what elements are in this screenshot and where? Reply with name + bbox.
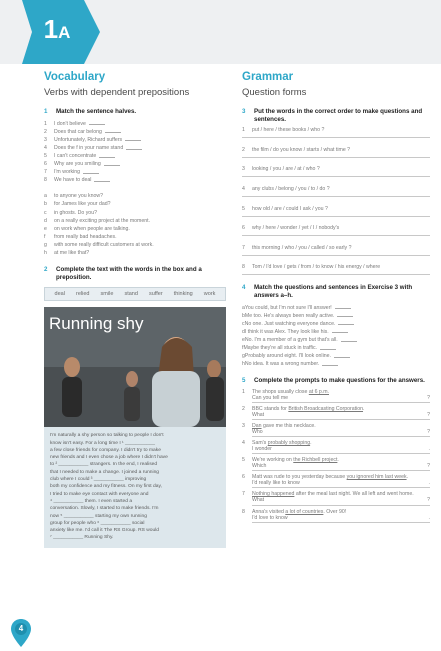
- item-number: 2: [242, 146, 245, 153]
- item-text: the film / do you know / starts / what time ?: [252, 146, 351, 153]
- list-item: [44, 144, 226, 152]
- exercise-2-instruction: Complete the text with the words in the box and a preposition.: [56, 266, 202, 281]
- prompt-post: .: [406, 474, 409, 481]
- list-item: [242, 423, 430, 437]
- article-line: group for people who ⁶ ___________ social: [50, 520, 145, 526]
- item-number: 4: [44, 144, 47, 151]
- list-item: [242, 320, 430, 328]
- list-item: [44, 200, 226, 208]
- exercise-3-header: [242, 108, 430, 123]
- article-line: new friends and I even chose a job where I didn't have: [50, 455, 168, 461]
- grammar-column: [242, 70, 430, 526]
- answer-text: Maybe they're all stuck in traffic.: [243, 345, 318, 351]
- list-item: [242, 206, 430, 217]
- answer-line: [252, 499, 430, 506]
- article-text: [44, 427, 226, 547]
- vocabulary-column: [44, 70, 226, 548]
- prompt-row: [242, 457, 430, 464]
- vocabulary-title: Vocabulary: [44, 71, 106, 83]
- answer-letter: f: [242, 345, 244, 351]
- answer-starter: What: [252, 497, 265, 504]
- unit-badge: [22, 0, 102, 64]
- word-box-word: deal: [54, 291, 65, 298]
- item-number: 1: [44, 120, 47, 127]
- prompt-pre: We're working on: [252, 457, 294, 464]
- answer-starter: Which: [252, 463, 267, 470]
- word-box-word: thinking: [173, 291, 193, 298]
- item-number: 4: [242, 440, 245, 447]
- exercise-1-options: [44, 192, 226, 257]
- answer-line: [252, 430, 430, 437]
- exercise-1-instruction: Match the sentence halves.: [56, 108, 137, 115]
- prompt-post: . Over 90!: [323, 508, 347, 515]
- article-line: ⁴ ___________ them. I even started a: [50, 498, 133, 504]
- list-item: [242, 186, 430, 197]
- list-item: [242, 166, 430, 177]
- list-item: [242, 509, 430, 523]
- option-letter: f: [44, 233, 46, 240]
- option-text: in ghosts. Do you?: [54, 209, 97, 216]
- answer-letter: c: [242, 320, 245, 327]
- list-item: [242, 328, 430, 336]
- answer-line: [252, 447, 430, 454]
- list-item: [242, 440, 430, 454]
- list-item: [242, 360, 430, 368]
- answer-end: ?: [427, 497, 430, 504]
- answer-end: ?: [427, 463, 430, 470]
- exercise-2-number: 2: [44, 266, 48, 274]
- answer-text: You could, but I'm not sure I'll answer!: [244, 304, 332, 311]
- answer-letter: g: [242, 353, 245, 360]
- answer-blank: [99, 154, 115, 158]
- exercise-1-items: [44, 120, 226, 185]
- answer-text: No idea. It was a wrong number.: [244, 361, 320, 368]
- unit-label: [22, 14, 92, 45]
- item-number: 3: [44, 136, 47, 143]
- option-letter: b: [44, 201, 47, 208]
- exercise-4-number: 4: [242, 284, 246, 292]
- article-line: conversation. Slowly, I started to make friends. I'm: [50, 506, 159, 512]
- item-number: 5: [242, 457, 245, 464]
- item-text: why / here / wonder / yet / I / nobody's: [252, 225, 340, 232]
- list-item: [242, 406, 430, 420]
- prompt-row: [242, 491, 430, 498]
- item-number: 7: [242, 244, 245, 251]
- grammar-subtitle: Question forms: [242, 87, 307, 98]
- exercise-5-instruction: Complete the prompts to make questions for the answers.: [254, 377, 425, 385]
- prompt-underlined: Nothing happened: [252, 491, 295, 498]
- word-box-word: stand: [124, 291, 138, 298]
- prompt-underlined: a lot of countries: [285, 508, 324, 515]
- word-box-word: work: [203, 291, 216, 298]
- answer-blank: [83, 170, 99, 174]
- exercise-1-header: [44, 108, 226, 116]
- prompt-pre: The shops usually close: [252, 388, 309, 395]
- unit-letter: A: [58, 23, 71, 42]
- exercise-3-items: [242, 127, 430, 275]
- answer-blank: [89, 121, 105, 125]
- answer-letter: d: [242, 328, 245, 335]
- answer-end: .: [428, 480, 430, 487]
- prompt-row: [242, 406, 430, 413]
- option-text: on work when people are talking.: [54, 225, 130, 232]
- article-line: ⁷ ___________ Running Shy.: [50, 535, 114, 541]
- item-number: 2: [242, 405, 245, 412]
- word-box: [44, 287, 226, 301]
- prompt-pre: BBC stands for: [252, 405, 289, 412]
- list-item: [44, 136, 226, 144]
- list-item: [44, 168, 226, 176]
- list-item: [242, 352, 430, 360]
- list-item: [44, 241, 226, 249]
- answer-text: I think it was Alex. They look like his.: [244, 328, 329, 335]
- list-item: [44, 192, 226, 200]
- answer-starter: I'd really like to know: [252, 480, 300, 487]
- article-line: a few close friends for company. I didn't try to make: [50, 447, 161, 453]
- prompt-underlined: Dan: [252, 423, 262, 430]
- prompt-underlined: at 6 p.m.: [308, 388, 329, 395]
- answer-blank: [320, 346, 336, 350]
- answer-blank: [341, 338, 357, 342]
- answer-text: No one. Just watching everyone dance.: [244, 320, 336, 327]
- running-photo: [44, 307, 226, 427]
- option-letter: a: [44, 193, 47, 200]
- answer-text: No. I'm a member of a gym but that's all.: [244, 336, 338, 343]
- prompt-post: after the meal last night. We all left and went home.: [294, 491, 414, 498]
- word-box-word: suffer: [149, 291, 163, 298]
- item-number: 8: [242, 264, 245, 271]
- list-item: [242, 127, 430, 138]
- exercise-3-instruction: Put the words in the correct order to make questions and sentences.: [254, 108, 423, 123]
- item-text: We have to deal: [54, 177, 92, 184]
- answer-end: ?: [427, 394, 430, 401]
- item-text: Tom / I'd love / gets / from / to know / his energy / where: [252, 264, 381, 271]
- word-box-word: relied: [76, 291, 90, 298]
- list-item: [44, 152, 226, 160]
- item-text: I can't concentrate: [54, 152, 97, 159]
- item-text: I'm working: [54, 169, 81, 176]
- answer-letter: e: [242, 336, 245, 343]
- item-text: how old / are / could I ask / you ?: [252, 205, 328, 212]
- exercise-5-number: 5: [242, 377, 246, 385]
- list-item: [242, 225, 430, 236]
- answer-starter: What: [252, 411, 265, 418]
- option-letter: c: [44, 209, 47, 216]
- article-line: to ² ___________ strangers. In the end, I realised: [50, 462, 158, 468]
- answer-text: Probably around eight. I'll look online.: [244, 353, 331, 360]
- item-number: 2: [44, 128, 47, 135]
- unit-number: 1: [43, 14, 59, 44]
- list-item: [44, 225, 226, 233]
- answer-blank: [335, 305, 351, 309]
- list-item: [44, 249, 226, 257]
- option-letter: d: [44, 217, 47, 224]
- prompt-pre: Anna's visited: [252, 508, 286, 515]
- prompt-post: .: [310, 440, 312, 447]
- list-item: [44, 217, 226, 225]
- answer-end: ?: [427, 411, 430, 418]
- exercise-2-header: [44, 266, 226, 281]
- answer-starter: Can you tell me: [252, 394, 289, 401]
- answer-letter: h: [242, 361, 245, 368]
- prompt-text: [252, 491, 414, 498]
- vocabulary-subtitle: Verbs with dependent prepositions: [44, 87, 190, 98]
- prompt-row: [242, 423, 430, 430]
- prompt-post: .: [363, 405, 365, 412]
- article-line: both my confidence and my fitness. On my first day,: [50, 484, 162, 490]
- option-text: to anyone you know?: [54, 193, 104, 200]
- exercise-5-header: [242, 377, 430, 385]
- answer-blank: [337, 313, 353, 317]
- exercise-3-number: 3: [242, 108, 246, 115]
- item-number: 1: [242, 388, 245, 395]
- item-number: 5: [242, 205, 245, 212]
- item-number: 6: [242, 474, 245, 481]
- list-item: [242, 344, 430, 352]
- list-item: [242, 457, 430, 471]
- item-text: any clubs / belong / you / to / do ?: [252, 185, 330, 192]
- item-number: 4: [242, 185, 245, 192]
- option-letter: g: [44, 241, 47, 248]
- list-item: [44, 160, 226, 168]
- grammar-title: Grammar: [242, 71, 294, 83]
- answer-blank: [334, 354, 350, 358]
- answer-text: Me too. He's always been really active.: [244, 312, 335, 319]
- list-item: [44, 176, 226, 184]
- option-text: at me like that?: [54, 250, 90, 256]
- answer-blank: [322, 362, 338, 366]
- answer-starter: I wonder: [252, 446, 272, 453]
- article-line: now ⁵ ___________ starting my own running: [50, 513, 147, 519]
- article-line: I'm naturally a shy person so talking to people I don't: [50, 433, 164, 439]
- item-number: 3: [242, 166, 245, 173]
- option-text: with some really difficult customers at work.: [54, 241, 154, 248]
- item-text: put / here / these books / who ?: [252, 127, 325, 134]
- answer-blank: [94, 178, 110, 182]
- item-number: 3: [242, 423, 245, 430]
- article-line: know isn't easy. For a long time I ¹ ___________: [50, 440, 155, 446]
- prompt-underlined: you ignored him last week: [346, 474, 407, 481]
- list-item: [44, 209, 226, 217]
- item-number: 7: [44, 169, 47, 176]
- answer-blank: [104, 162, 120, 166]
- item-text: I don't believe: [54, 120, 86, 127]
- item-text: this morning / who / you / called / so early ?: [252, 244, 352, 251]
- answer-line: [252, 481, 430, 488]
- answer-end: ?: [427, 429, 430, 436]
- item-number: 5: [44, 152, 47, 159]
- exercise-4-items: [242, 304, 430, 369]
- exercise-4-header: [242, 284, 430, 299]
- prompt-underlined: British Broadcasting Corporation: [288, 405, 364, 412]
- list-item: [242, 245, 430, 256]
- item-number: 6: [44, 161, 47, 168]
- item-number: 8: [44, 177, 47, 184]
- prompt-post: .: [337, 457, 339, 464]
- item-number: 8: [242, 508, 245, 515]
- list-item: [44, 233, 226, 241]
- answer-line: [252, 396, 430, 403]
- prompt-underlined: the Richbell project: [293, 457, 338, 464]
- option-text: on a really exciting project at the moment.: [54, 217, 151, 224]
- item-number: 1: [242, 127, 245, 134]
- exercise-5-items: [242, 389, 430, 523]
- article-line: that I needed to make a change. I joined a running: [50, 469, 160, 475]
- list-item: [242, 304, 430, 312]
- list-item: [44, 120, 226, 128]
- item-text: Does that car belong: [54, 128, 102, 135]
- answer-line: [252, 464, 430, 471]
- answer-starter: Who: [252, 429, 263, 436]
- list-item: [242, 491, 430, 505]
- list-item: [242, 264, 430, 275]
- item-number: 6: [242, 225, 245, 232]
- list-item: [242, 389, 430, 403]
- answer-blank: [338, 321, 354, 325]
- page-number: 4: [18, 624, 24, 633]
- prompt-pre: Matt was rude to you yesterday because: [252, 474, 347, 481]
- item-number: 7: [242, 491, 245, 498]
- prompt-post: gave me this necklace.: [261, 423, 316, 430]
- answer-blank: [126, 146, 142, 150]
- option-text: from really bad headaches.: [54, 233, 117, 240]
- answer-line: [252, 516, 430, 523]
- answer-line: [252, 413, 430, 420]
- item-text: Unfortunately, Richard suffers: [54, 136, 123, 143]
- answer-letter: a: [242, 304, 245, 311]
- word-box-word: smile: [100, 291, 114, 298]
- option-letter: e: [44, 225, 47, 232]
- answer-blank: [125, 137, 141, 141]
- prompt-underlined: probably shopping: [267, 440, 311, 447]
- answer-starter: I'd love to know: [252, 514, 288, 521]
- item-text: looking / you / are / at / who ?: [252, 166, 320, 173]
- answer-blank: [332, 329, 348, 333]
- item-text: Why are you smiling: [54, 161, 101, 168]
- list-item: [242, 312, 430, 320]
- answer-end: .: [428, 446, 430, 453]
- option-text: for James like your dad?: [54, 201, 111, 208]
- exercise-4-instruction: Match the questions and sentences in Exercise 3 with answers a–h.: [254, 284, 413, 299]
- exercise-1-number: 1: [44, 108, 48, 115]
- prompt-text: [252, 406, 364, 413]
- article-title: Running shy: [49, 314, 144, 334]
- list-item: [242, 147, 430, 158]
- option-letter: h: [44, 250, 47, 256]
- item-text: Does the f in your name stand: [54, 144, 124, 151]
- list-item: [242, 336, 430, 344]
- prompt-pre: Sam's: [252, 440, 268, 447]
- answer-blank: [105, 129, 121, 133]
- list-item: [242, 474, 430, 488]
- article-line: anxiety like me. I'd call it The RS Group. RS would: [50, 528, 160, 534]
- answer-end: .: [428, 514, 430, 521]
- article-line: I tried to make eye contact with everyone and: [50, 491, 149, 497]
- answer-letter: b: [242, 312, 245, 319]
- article-line: club where I could ³ ___________ improving: [50, 477, 147, 483]
- list-item: [44, 128, 226, 136]
- page-number-pin-icon: [10, 618, 32, 648]
